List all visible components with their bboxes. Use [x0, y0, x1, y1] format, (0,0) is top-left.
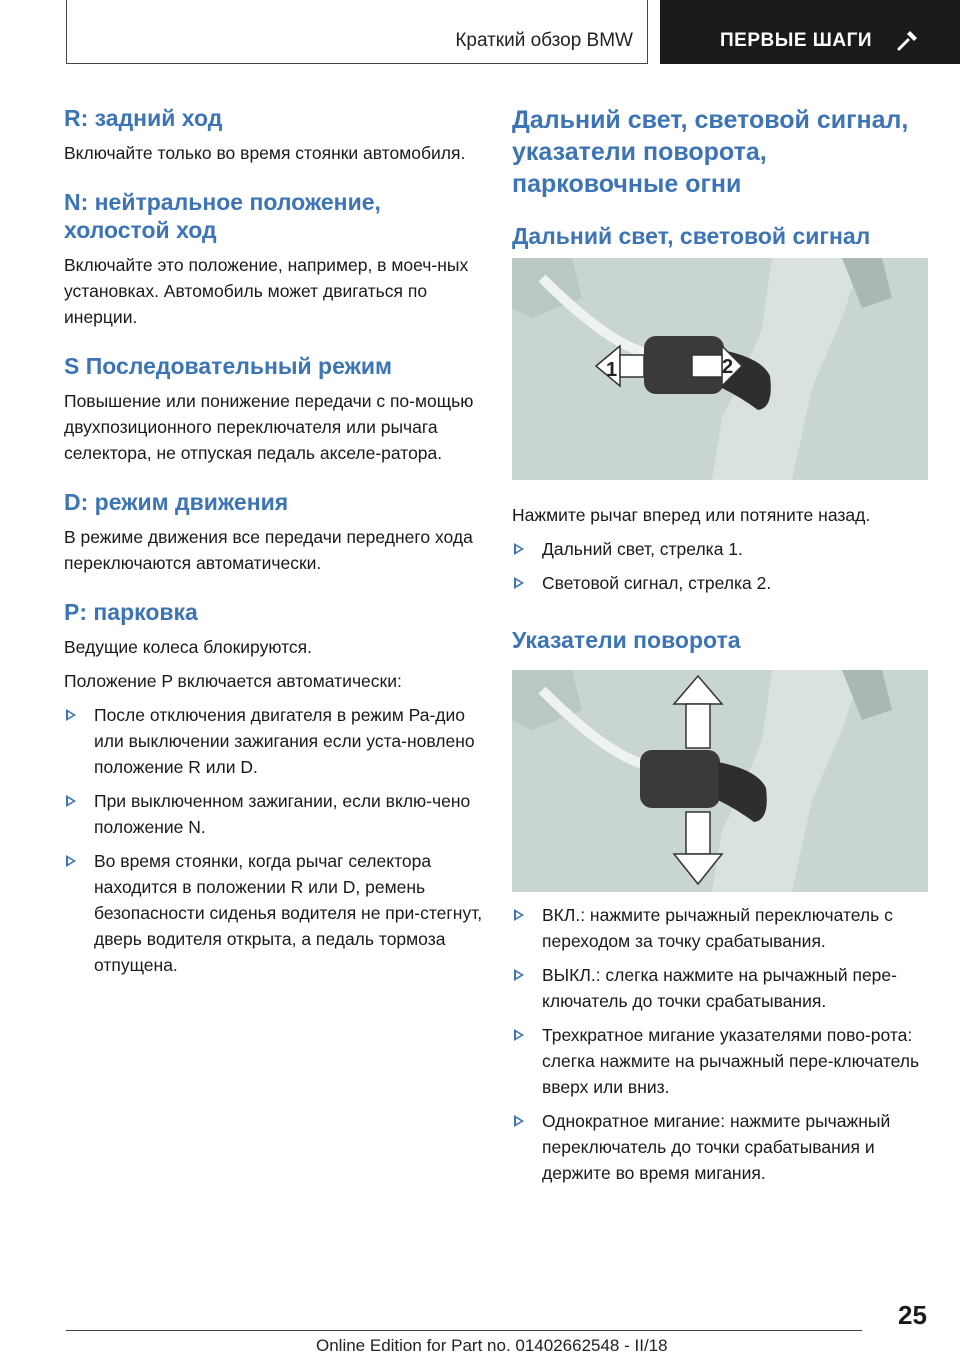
drive-text: В режиме движения все передачи переднего хода переключаются автоматически.	[64, 527, 473, 573]
list-item: Однократное мигание: нажмите рычажный переключатель до точки срабатывания и держите во время мигания.	[512, 1108, 932, 1186]
footer-divider	[66, 1330, 862, 1331]
triangle-bullet-icon	[514, 909, 524, 921]
list-item: Во время стоянки, когда рычаг селектора находится в положении R или D, ремень безопасности сиденья водителя не при-стегнут, дверь водителя открыта, а педаль тормоза отпущена.	[64, 848, 484, 978]
right-column	[512, 104, 932, 1186]
header-chapter-title: ПЕРВЫЕ ШАГИ	[720, 30, 873, 51]
park-text-1: Ведущие колеса блокируются.	[64, 637, 312, 657]
arrow-label-2: 2	[722, 356, 734, 378]
list-item: При выключенном зажигании, если вклю-чено положение N.	[64, 788, 484, 840]
list-item: ВКЛ.: нажмите рычажный переключатель с переходом за точку срабатывания.	[512, 902, 932, 954]
turn-signal-figure	[512, 670, 928, 892]
neutral-heading: N: нейтральное положение, холостой ход	[64, 189, 381, 243]
list-item: Трехкратное мигание указателями пово-рота: слегка нажмите на рычажный пере-ключатель вверх или вниз.	[512, 1022, 932, 1100]
list-item: ВЫКЛ.: слегка нажмите на рычажный пере-ключатель до точки срабатывания.	[512, 962, 932, 1014]
arrow-label-1: 1	[606, 359, 618, 381]
triangle-bullet-icon	[514, 1029, 524, 1041]
sequential-text: Повышение или понижение передачи с по-мощью двухпозиционного переключателя или рычага селектора, не отпуская педаль акселе-ратора.	[64, 391, 474, 463]
header-section-tab	[66, 0, 648, 64]
drive-heading: D: режим движения	[64, 489, 289, 515]
lever-push-pull-illustration	[512, 258, 928, 480]
wrench-icon	[896, 28, 920, 52]
page-number: 25	[898, 1300, 927, 1330]
high-beam-figure	[512, 258, 928, 480]
footer-edition: Online Edition for Part no. 01402662548 - II/18	[316, 1336, 668, 1355]
reverse-text: Включайте только во время стоянки автомобиля.	[64, 143, 466, 163]
triangle-bullet-icon	[66, 795, 76, 807]
high-beam-text: Нажмите рычаг вперед или потяните назад.	[512, 505, 871, 525]
triangle-bullet-icon	[514, 577, 524, 589]
list-item: Световой сигнал, стрелка 2.	[512, 570, 932, 596]
triangle-bullet-icon	[66, 855, 76, 867]
lever-up-down-illustration	[512, 670, 928, 892]
turn-signal-heading: Указатели поворота	[512, 627, 741, 653]
header-section-title: Краткий обзор BMW	[455, 30, 633, 51]
lights-main-heading: Дальний свет, световой сигнал, указатели поворота, парковочные огни	[512, 106, 909, 198]
triangle-bullet-icon	[66, 709, 76, 721]
left-column	[64, 104, 484, 978]
list-item: После отключения двигателя в режим Ра-дио или выключении зажигания если уста-новлено положение R или D.	[64, 702, 484, 780]
triangle-bullet-icon	[514, 969, 524, 981]
neutral-text: Включайте это положение, например, в моеч-ных установках. Автомобиль может двигаться по инерции.	[64, 255, 469, 327]
turn-signal-bullet-list	[512, 902, 932, 1186]
park-bullet-list	[64, 702, 484, 978]
high-beam-heading: Дальний свет, световой сигнал	[512, 223, 871, 249]
park-text-2: Положение P включается автоматически:	[64, 671, 402, 691]
list-item: Дальний свет, стрелка 1.	[512, 536, 932, 562]
triangle-bullet-icon	[514, 1115, 524, 1127]
reverse-heading: R: задний ход	[64, 105, 223, 131]
sequential-heading: S Последовательный режим	[64, 353, 393, 379]
high-beam-bullet-list	[512, 536, 932, 596]
header-chapter-tab	[660, 0, 960, 64]
triangle-bullet-icon	[514, 543, 524, 555]
park-heading: P: парковка	[64, 599, 198, 625]
